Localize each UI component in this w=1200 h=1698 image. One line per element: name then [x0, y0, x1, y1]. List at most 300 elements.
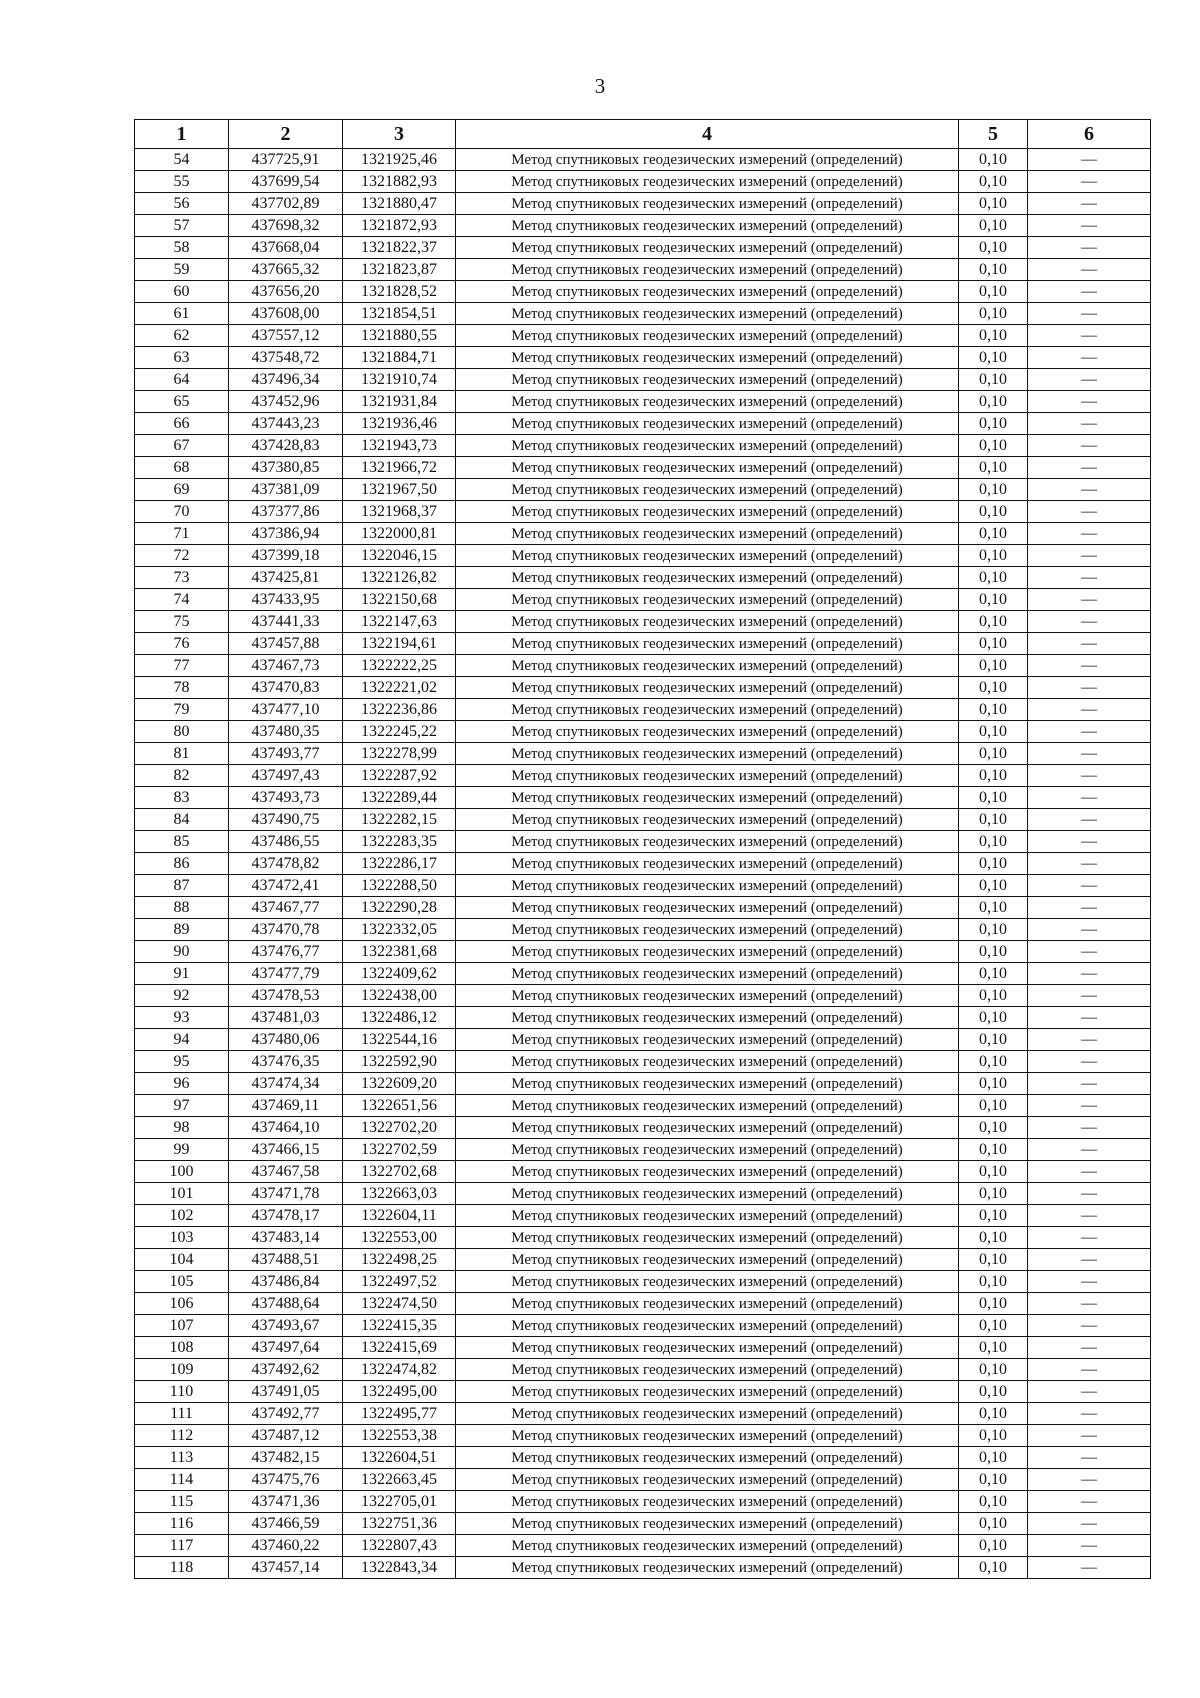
note-cell: —	[1028, 369, 1151, 391]
note-cell: —	[1028, 435, 1151, 457]
x-coordinate-cell: 437702,89	[229, 193, 343, 215]
table-row	[135, 171, 1151, 193]
accuracy-cell: 0,10	[959, 743, 1028, 765]
accuracy-cell: 0,10	[959, 259, 1028, 281]
point-number-cell: 97	[135, 1095, 229, 1117]
x-coordinate-cell: 437699,54	[229, 171, 343, 193]
method-cell: Метод спутниковых геодезических измерений (определений)	[456, 1073, 959, 1095]
accuracy-cell: 0,10	[959, 765, 1028, 787]
table-row	[135, 919, 1151, 941]
table-row	[135, 831, 1151, 853]
note-cell: —	[1028, 699, 1151, 721]
method-cell: Метод спутниковых геодезических измерений (определений)	[456, 369, 959, 391]
note-cell: —	[1028, 1557, 1151, 1579]
point-number-cell: 115	[135, 1491, 229, 1513]
y-coordinate-cell: 1322000,81	[343, 523, 456, 545]
note-cell: —	[1028, 1293, 1151, 1315]
x-coordinate-cell: 437467,77	[229, 897, 343, 919]
y-coordinate-cell: 1322474,82	[343, 1359, 456, 1381]
point-number-cell: 113	[135, 1447, 229, 1469]
x-coordinate-cell: 437425,81	[229, 567, 343, 589]
accuracy-cell: 0,10	[959, 1161, 1028, 1183]
note-cell: —	[1028, 1403, 1151, 1425]
table-row	[135, 655, 1151, 677]
accuracy-cell: 0,10	[959, 1425, 1028, 1447]
table-row	[135, 1557, 1151, 1579]
point-number-cell: 111	[135, 1403, 229, 1425]
accuracy-cell: 0,10	[959, 1469, 1028, 1491]
method-cell: Метод спутниковых геодезических измерений (определений)	[456, 303, 959, 325]
x-coordinate-cell: 437399,18	[229, 545, 343, 567]
table-row	[135, 149, 1151, 171]
y-coordinate-cell: 1322663,03	[343, 1183, 456, 1205]
x-coordinate-cell: 437608,00	[229, 303, 343, 325]
note-cell: —	[1028, 1447, 1151, 1469]
accuracy-cell: 0,10	[959, 1205, 1028, 1227]
x-coordinate-cell: 437486,55	[229, 831, 343, 853]
method-cell: Метод спутниковых геодезических измерений (определений)	[456, 457, 959, 479]
method-cell: Метод спутниковых геодезических измерений (определений)	[456, 919, 959, 941]
point-number-cell: 85	[135, 831, 229, 853]
table-row	[135, 1183, 1151, 1205]
x-coordinate-cell: 437471,78	[229, 1183, 343, 1205]
x-coordinate-cell: 437656,20	[229, 281, 343, 303]
x-coordinate-cell: 437480,06	[229, 1029, 343, 1051]
y-coordinate-cell: 1322702,68	[343, 1161, 456, 1183]
y-coordinate-cell: 1322289,44	[343, 787, 456, 809]
accuracy-cell: 0,10	[959, 435, 1028, 457]
note-cell: —	[1028, 1227, 1151, 1249]
table-row	[135, 501, 1151, 523]
table-row	[135, 1271, 1151, 1293]
y-coordinate-cell: 1322278,99	[343, 743, 456, 765]
method-cell: Метод спутниковых геодезических измерений (определений)	[456, 1557, 959, 1579]
table-row	[135, 809, 1151, 831]
y-coordinate-cell: 1321880,47	[343, 193, 456, 215]
accuracy-cell: 0,10	[959, 941, 1028, 963]
x-coordinate-cell: 437480,35	[229, 721, 343, 743]
method-cell: Метод спутниковых геодезических измерений (определений)	[456, 589, 959, 611]
point-number-cell: 83	[135, 787, 229, 809]
x-coordinate-cell: 437481,03	[229, 1007, 343, 1029]
note-cell: —	[1028, 1271, 1151, 1293]
accuracy-cell: 0,10	[959, 1447, 1028, 1469]
x-coordinate-cell: 437497,64	[229, 1337, 343, 1359]
y-coordinate-cell: 1321884,71	[343, 347, 456, 369]
note-cell: —	[1028, 941, 1151, 963]
accuracy-cell: 0,10	[959, 985, 1028, 1007]
x-coordinate-cell: 437493,77	[229, 743, 343, 765]
point-number-cell: 62	[135, 325, 229, 347]
accuracy-cell: 0,10	[959, 325, 1028, 347]
y-coordinate-cell: 1322415,35	[343, 1315, 456, 1337]
point-number-cell: 99	[135, 1139, 229, 1161]
point-number-cell: 67	[135, 435, 229, 457]
point-number-cell: 84	[135, 809, 229, 831]
table-body	[135, 149, 1151, 1579]
method-cell: Метод спутниковых геодезических измерений (определений)	[456, 413, 959, 435]
point-number-cell: 76	[135, 633, 229, 655]
point-number-cell: 75	[135, 611, 229, 633]
accuracy-cell: 0,10	[959, 215, 1028, 237]
y-coordinate-cell: 1322486,12	[343, 1007, 456, 1029]
x-coordinate-cell: 437486,84	[229, 1271, 343, 1293]
method-cell: Метод спутниковых геодезических измерений (определений)	[456, 1403, 959, 1425]
accuracy-cell: 0,10	[959, 347, 1028, 369]
table-row	[135, 941, 1151, 963]
point-number-cell: 89	[135, 919, 229, 941]
note-cell: —	[1028, 545, 1151, 567]
note-cell: —	[1028, 1007, 1151, 1029]
y-coordinate-cell: 1321967,50	[343, 479, 456, 501]
table-row	[135, 1227, 1151, 1249]
method-cell: Метод спутниковых геодезических измерений (определений)	[456, 1293, 959, 1315]
accuracy-cell: 0,10	[959, 963, 1028, 985]
table-row	[135, 1117, 1151, 1139]
method-cell: Метод спутниковых геодезических измерений (определений)	[456, 875, 959, 897]
table-row	[135, 1403, 1151, 1425]
method-cell: Метод спутниковых геодезических измерений (определений)	[456, 347, 959, 369]
point-number-cell: 117	[135, 1535, 229, 1557]
x-coordinate-cell: 437496,34	[229, 369, 343, 391]
y-coordinate-cell: 1322592,90	[343, 1051, 456, 1073]
y-coordinate-cell: 1321822,37	[343, 237, 456, 259]
accuracy-cell: 0,10	[959, 787, 1028, 809]
x-coordinate-cell: 437477,10	[229, 699, 343, 721]
note-cell: —	[1028, 1315, 1151, 1337]
note-cell: —	[1028, 897, 1151, 919]
accuracy-cell: 0,10	[959, 1249, 1028, 1271]
point-number-cell: 58	[135, 237, 229, 259]
y-coordinate-cell: 1321882,93	[343, 171, 456, 193]
accuracy-cell: 0,10	[959, 1535, 1028, 1557]
method-cell: Метод спутниковых геодезических измерений (определений)	[456, 809, 959, 831]
accuracy-cell: 0,10	[959, 1337, 1028, 1359]
y-coordinate-cell: 1322409,62	[343, 963, 456, 985]
x-coordinate-cell: 437377,86	[229, 501, 343, 523]
point-number-cell: 116	[135, 1513, 229, 1535]
accuracy-cell: 0,10	[959, 193, 1028, 215]
note-cell: —	[1028, 1139, 1151, 1161]
x-coordinate-cell: 437464,10	[229, 1117, 343, 1139]
note-cell: —	[1028, 171, 1151, 193]
point-number-cell: 74	[135, 589, 229, 611]
point-number-cell: 104	[135, 1249, 229, 1271]
table-row	[135, 1161, 1151, 1183]
y-coordinate-cell: 1322147,63	[343, 611, 456, 633]
x-coordinate-cell: 437452,96	[229, 391, 343, 413]
y-coordinate-cell: 1322604,11	[343, 1205, 456, 1227]
point-number-cell: 105	[135, 1271, 229, 1293]
note-cell: —	[1028, 567, 1151, 589]
column-header-5: 5	[959, 120, 1028, 149]
method-cell: Метод спутниковых геодезических измерений (определений)	[456, 281, 959, 303]
note-cell: —	[1028, 303, 1151, 325]
table-row	[135, 1425, 1151, 1447]
table-row	[135, 567, 1151, 589]
table-row	[135, 1073, 1151, 1095]
accuracy-cell: 0,10	[959, 281, 1028, 303]
note-cell: —	[1028, 875, 1151, 897]
table-row	[135, 1535, 1151, 1557]
y-coordinate-cell: 1322282,15	[343, 809, 456, 831]
note-cell: —	[1028, 1095, 1151, 1117]
accuracy-cell: 0,10	[959, 1293, 1028, 1315]
accuracy-cell: 0,10	[959, 611, 1028, 633]
x-coordinate-cell: 437478,53	[229, 985, 343, 1007]
point-number-cell: 114	[135, 1469, 229, 1491]
note-cell: —	[1028, 523, 1151, 545]
y-coordinate-cell: 1322415,69	[343, 1337, 456, 1359]
table-row	[135, 347, 1151, 369]
note-cell: —	[1028, 809, 1151, 831]
note-cell: —	[1028, 1535, 1151, 1557]
note-cell: —	[1028, 1469, 1151, 1491]
note-cell: —	[1028, 413, 1151, 435]
x-coordinate-cell: 437482,15	[229, 1447, 343, 1469]
x-coordinate-cell: 437472,41	[229, 875, 343, 897]
table-row	[135, 1249, 1151, 1271]
table-row	[135, 1293, 1151, 1315]
point-number-cell: 57	[135, 215, 229, 237]
accuracy-cell: 0,10	[959, 1117, 1028, 1139]
x-coordinate-cell: 437476,35	[229, 1051, 343, 1073]
method-cell: Метод спутниковых геодезических измерений (определений)	[456, 1447, 959, 1469]
table-row	[135, 1447, 1151, 1469]
accuracy-cell: 0,10	[959, 1381, 1028, 1403]
accuracy-cell: 0,10	[959, 1029, 1028, 1051]
method-cell: Метод спутниковых геодезических измерений (определений)	[456, 1315, 959, 1337]
method-cell: Метод спутниковых геодезических измерений (определений)	[456, 1513, 959, 1535]
accuracy-cell: 0,10	[959, 501, 1028, 523]
table-row	[135, 281, 1151, 303]
method-cell: Метод спутниковых геодезических измерений (определений)	[456, 655, 959, 677]
table-row	[135, 523, 1151, 545]
y-coordinate-cell: 1322438,00	[343, 985, 456, 1007]
point-number-cell: 54	[135, 149, 229, 171]
note-cell: —	[1028, 149, 1151, 171]
point-number-cell: 66	[135, 413, 229, 435]
point-number-cell: 79	[135, 699, 229, 721]
x-coordinate-cell: 437492,62	[229, 1359, 343, 1381]
note-cell: —	[1028, 325, 1151, 347]
y-coordinate-cell: 1322497,52	[343, 1271, 456, 1293]
method-cell: Метод спутниковых геодезических измерений (определений)	[456, 1491, 959, 1513]
note-cell: —	[1028, 919, 1151, 941]
table-row	[135, 1139, 1151, 1161]
method-cell: Метод спутниковых геодезических измерений (определений)	[456, 1425, 959, 1447]
y-coordinate-cell: 1321828,52	[343, 281, 456, 303]
accuracy-cell: 0,10	[959, 1513, 1028, 1535]
y-coordinate-cell: 1322604,51	[343, 1447, 456, 1469]
y-coordinate-cell: 1322332,05	[343, 919, 456, 941]
y-coordinate-cell: 1322843,34	[343, 1557, 456, 1579]
point-number-cell: 98	[135, 1117, 229, 1139]
point-number-cell: 95	[135, 1051, 229, 1073]
table-row	[135, 259, 1151, 281]
y-coordinate-cell: 1322553,38	[343, 1425, 456, 1447]
point-number-cell: 64	[135, 369, 229, 391]
table-row	[135, 435, 1151, 457]
note-cell: —	[1028, 501, 1151, 523]
method-cell: Метод спутниковых геодезических измерений (определений)	[456, 259, 959, 281]
point-number-cell: 103	[135, 1227, 229, 1249]
x-coordinate-cell: 437488,51	[229, 1249, 343, 1271]
accuracy-cell: 0,10	[959, 1051, 1028, 1073]
accuracy-cell: 0,10	[959, 1491, 1028, 1513]
y-coordinate-cell: 1322474,50	[343, 1293, 456, 1315]
note-cell: —	[1028, 743, 1151, 765]
x-coordinate-cell: 437471,36	[229, 1491, 343, 1513]
x-coordinate-cell: 437483,14	[229, 1227, 343, 1249]
note-cell: —	[1028, 1337, 1151, 1359]
column-header-6: 6	[1028, 120, 1151, 149]
accuracy-cell: 0,10	[959, 391, 1028, 413]
x-coordinate-cell: 437478,82	[229, 853, 343, 875]
x-coordinate-cell: 437428,83	[229, 435, 343, 457]
note-cell: —	[1028, 633, 1151, 655]
method-cell: Метод спутниковых геодезических измерений (определений)	[456, 215, 959, 237]
accuracy-cell: 0,10	[959, 171, 1028, 193]
note-cell: —	[1028, 721, 1151, 743]
point-number-cell: 106	[135, 1293, 229, 1315]
method-cell: Метод спутниковых геодезических измерений (определений)	[456, 171, 959, 193]
point-number-cell: 90	[135, 941, 229, 963]
accuracy-cell: 0,10	[959, 1557, 1028, 1579]
note-cell: —	[1028, 457, 1151, 479]
method-cell: Метод спутниковых геодезических измерений (определений)	[456, 1535, 959, 1557]
y-coordinate-cell: 1322286,17	[343, 853, 456, 875]
accuracy-cell: 0,10	[959, 919, 1028, 941]
x-coordinate-cell: 437470,83	[229, 677, 343, 699]
table-row	[135, 743, 1151, 765]
accuracy-cell: 0,10	[959, 853, 1028, 875]
coordinates-table	[134, 119, 1151, 1579]
x-coordinate-cell: 437381,09	[229, 479, 343, 501]
y-coordinate-cell: 1322236,86	[343, 699, 456, 721]
point-number-cell: 78	[135, 677, 229, 699]
column-header-4: 4	[456, 120, 959, 149]
table-row	[135, 1491, 1151, 1513]
accuracy-cell: 0,10	[959, 1227, 1028, 1249]
table-row	[135, 765, 1151, 787]
note-cell: —	[1028, 1117, 1151, 1139]
y-coordinate-cell: 1322150,68	[343, 589, 456, 611]
point-number-cell: 60	[135, 281, 229, 303]
accuracy-cell: 0,10	[959, 633, 1028, 655]
x-coordinate-cell: 437443,23	[229, 413, 343, 435]
x-coordinate-cell: 437478,17	[229, 1205, 343, 1227]
accuracy-cell: 0,10	[959, 897, 1028, 919]
table-row	[135, 237, 1151, 259]
x-coordinate-cell: 437497,43	[229, 765, 343, 787]
accuracy-cell: 0,10	[959, 1315, 1028, 1337]
method-cell: Метод спутниковых геодезических измерений (определений)	[456, 633, 959, 655]
x-coordinate-cell: 437433,95	[229, 589, 343, 611]
note-cell: —	[1028, 479, 1151, 501]
point-number-cell: 72	[135, 545, 229, 567]
accuracy-cell: 0,10	[959, 237, 1028, 259]
y-coordinate-cell: 1322222,25	[343, 655, 456, 677]
y-coordinate-cell: 1322288,50	[343, 875, 456, 897]
method-cell: Метод спутниковых геодезических измерений (определений)	[456, 1161, 959, 1183]
point-number-cell: 112	[135, 1425, 229, 1447]
point-number-cell: 80	[135, 721, 229, 743]
table-row	[135, 897, 1151, 919]
method-cell: Метод спутниковых геодезических измерений (определений)	[456, 1007, 959, 1029]
y-coordinate-cell: 1322283,35	[343, 831, 456, 853]
method-cell: Метод спутниковых геодезических измерений (определений)	[456, 1051, 959, 1073]
table-row	[135, 633, 1151, 655]
method-cell: Метод спутниковых геодезических измерений (определений)	[456, 237, 959, 259]
point-number-cell: 94	[135, 1029, 229, 1051]
table-row	[135, 193, 1151, 215]
method-cell: Метод спутниковых геодезических измерений (определений)	[456, 611, 959, 633]
y-coordinate-cell: 1322807,43	[343, 1535, 456, 1557]
point-number-cell: 107	[135, 1315, 229, 1337]
accuracy-cell: 0,10	[959, 1095, 1028, 1117]
accuracy-cell: 0,10	[959, 567, 1028, 589]
y-coordinate-cell: 1322381,68	[343, 941, 456, 963]
point-number-cell: 65	[135, 391, 229, 413]
accuracy-cell: 0,10	[959, 589, 1028, 611]
note-cell: —	[1028, 1051, 1151, 1073]
y-coordinate-cell: 1322287,92	[343, 765, 456, 787]
point-number-cell: 81	[135, 743, 229, 765]
accuracy-cell: 0,10	[959, 1183, 1028, 1205]
table-row	[135, 457, 1151, 479]
accuracy-cell: 0,10	[959, 1271, 1028, 1293]
y-coordinate-cell: 1321966,72	[343, 457, 456, 479]
point-number-cell: 87	[135, 875, 229, 897]
y-coordinate-cell: 1322553,00	[343, 1227, 456, 1249]
point-number-cell: 93	[135, 1007, 229, 1029]
table-row	[135, 1029, 1151, 1051]
y-coordinate-cell: 1321823,87	[343, 259, 456, 281]
accuracy-cell: 0,10	[959, 413, 1028, 435]
y-coordinate-cell: 1322126,82	[343, 567, 456, 589]
x-coordinate-cell: 437457,14	[229, 1557, 343, 1579]
note-cell: —	[1028, 1513, 1151, 1535]
table-row	[135, 1007, 1151, 1029]
method-cell: Метод спутниковых геодезических измерений (определений)	[456, 743, 959, 765]
point-number-cell: 63	[135, 347, 229, 369]
accuracy-cell: 0,10	[959, 479, 1028, 501]
table-row	[135, 677, 1151, 699]
note-cell: —	[1028, 589, 1151, 611]
point-number-cell: 56	[135, 193, 229, 215]
accuracy-cell: 0,10	[959, 1403, 1028, 1425]
accuracy-cell: 0,10	[959, 699, 1028, 721]
table-row	[135, 545, 1151, 567]
y-coordinate-cell: 1322245,22	[343, 721, 456, 743]
x-coordinate-cell: 437469,11	[229, 1095, 343, 1117]
point-number-cell: 118	[135, 1557, 229, 1579]
table-row	[135, 303, 1151, 325]
note-cell: —	[1028, 1029, 1151, 1051]
y-coordinate-cell: 1322663,45	[343, 1469, 456, 1491]
point-number-cell: 100	[135, 1161, 229, 1183]
method-cell: Метод спутниковых геодезических измерений (определений)	[456, 325, 959, 347]
method-cell: Метод спутниковых геодезических измерений (определений)	[456, 1249, 959, 1271]
point-number-cell: 92	[135, 985, 229, 1007]
method-cell: Метод спутниковых геодезических измерений (определений)	[456, 721, 959, 743]
accuracy-cell: 0,10	[959, 303, 1028, 325]
note-cell: —	[1028, 611, 1151, 633]
x-coordinate-cell: 437474,34	[229, 1073, 343, 1095]
table-row	[135, 479, 1151, 501]
accuracy-cell: 0,10	[959, 809, 1028, 831]
